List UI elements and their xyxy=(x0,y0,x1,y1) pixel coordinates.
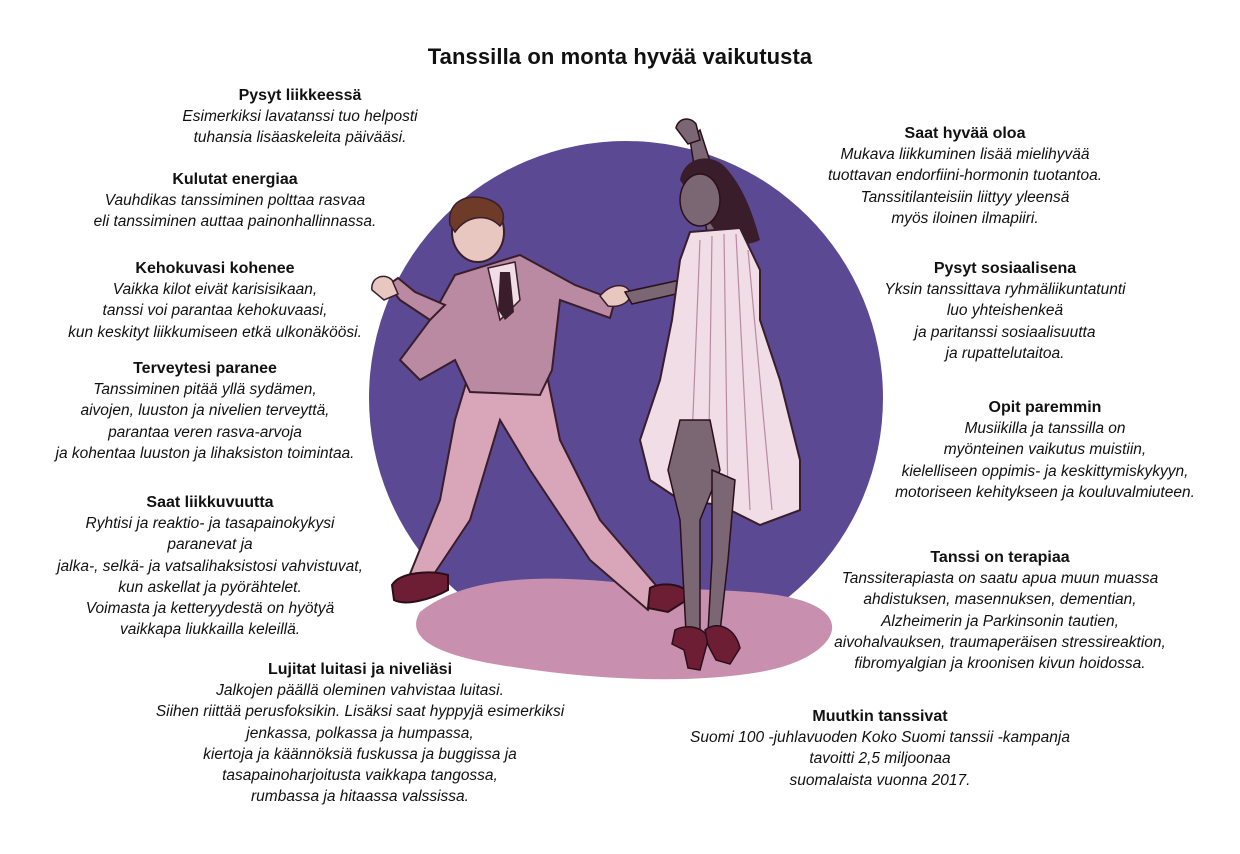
benefit-text: Mukava liikkuminen lisää mielihyvää tuottavan endorfiini-hormonin tuotantoa. Tanssitilanteisiin liittyy yleensä myös iloinen ilmapiiri. xyxy=(827,146,1102,227)
benefit-muutkin-tanssivat xyxy=(665,707,1095,791)
benefit-heading: Opit paremmin xyxy=(988,399,1102,416)
benefit-text: Vaikka kilot eivät karisisikaan, tanssi voi parantaa kehokuvaasi, kun keskityt liikkumiseen etkä ulkonäköösi. xyxy=(68,281,362,341)
benefit-text: Tanssiminen pitää yllä sydämen, aivojen, luuston ja nivelien terveyttä, parantaa veren rasva-arvoja ja kohentaa luuston ja lihaksiston toimintaa. xyxy=(55,381,355,462)
benefit-saat-liikkuvuutta xyxy=(20,493,400,641)
benefit-heading: Pysyt sosiaalisena xyxy=(933,260,1077,277)
benefit-saat-hyvaa-oloa xyxy=(785,124,1145,229)
benefit-heading: Saat liikkuvuutta xyxy=(146,494,274,511)
benefit-lujitat-luitasi xyxy=(125,660,595,808)
benefit-opit-paremmin xyxy=(855,398,1235,503)
benefit-text: Jalkojen päällä oleminen vahvistaa luitasi. Siihen riittää perusfoksikin. Lisäksi saat hyppyjä esimerkiksi jenkassa, polkassa ja humpassa, kiertoja ja käännöksiä fuskussa ja buggissa ja tasapainoharjoitusta vaikkapa tangossa, rumbassa ja hitaassa valssissa. xyxy=(155,682,565,806)
benefit-pysyt-sosiaalisena xyxy=(850,259,1160,364)
benefit-pysyt-liikkeessa xyxy=(110,86,490,149)
benefit-terveytesi-paranee xyxy=(20,359,390,464)
benefit-text: Esimerkiksi lavatanssi tuo helposti tuhansia lisäaskeleita päivääsi. xyxy=(182,108,418,147)
benefit-text: Suomi 100 -juhlavuoden Koko Suomi tanssii -kampanja tavoitti 2,5 miljoonaa suomalaista vuonna 2017. xyxy=(690,729,1070,789)
benefit-text: Tanssiterapiasta on saatu apua muun muassa ahdistuksen, masennuksen, dementian, Alzheimerin ja Parkinsonin tautien, aivohalvauksen, traumaperäisen stressireaktion, fibromyalgian ja kroonisen kivun hoidossa. xyxy=(834,570,1166,673)
benefit-text: Vauhdikas tanssiminen polttaa rasvaa eli tanssiminen auttaa painonhallinnassa. xyxy=(93,192,377,231)
benefit-heading: Pysyt liikkeessä xyxy=(238,87,362,104)
benefit-text: Yksin tanssittava ryhmäliikuntatunti luo yhteishenkeä ja paritanssi sosiaalisuutta ja rupattelutaitoa. xyxy=(884,281,1126,362)
benefit-tanssi-on-terapiaa xyxy=(800,548,1200,674)
benefit-heading: Muutkin tanssivat xyxy=(812,708,948,725)
benefit-kehokuvasi-kohenee xyxy=(30,259,400,343)
benefit-heading: Kehokuvasi kohenee xyxy=(135,260,295,277)
benefit-heading: Tanssi on terapiaa xyxy=(930,549,1070,566)
benefit-text: Musiikilla ja tanssilla on myönteinen vaikutus muistiin, kielelliseen oppimis- ja keskittymiskykyyn, motoriseen kehitykseen ja kouluvalmiuteen. xyxy=(895,420,1195,501)
benefit-kulutat-energiaa xyxy=(40,170,430,233)
benefit-heading: Lujitat luitasi ja niveliäsi xyxy=(267,661,453,678)
benefit-heading: Saat hyvää oloa xyxy=(904,125,1026,142)
benefit-heading: Terveytesi paranee xyxy=(133,360,277,377)
benefit-text: Ryhtisi ja reaktio- ja tasapainokykysi paranevat ja jalka-, selkä- ja vatsalihaksistosi vahvistuvat, kun askellat ja pyörähtelet. Voimasta ja ketteryydestä on hyötyä vaikkapa liukkailla keleillä. xyxy=(57,515,363,639)
page-title: Tanssilla on monta hyvää vaikutusta xyxy=(427,44,813,69)
benefit-heading: Kulutat energiaa xyxy=(172,171,298,188)
